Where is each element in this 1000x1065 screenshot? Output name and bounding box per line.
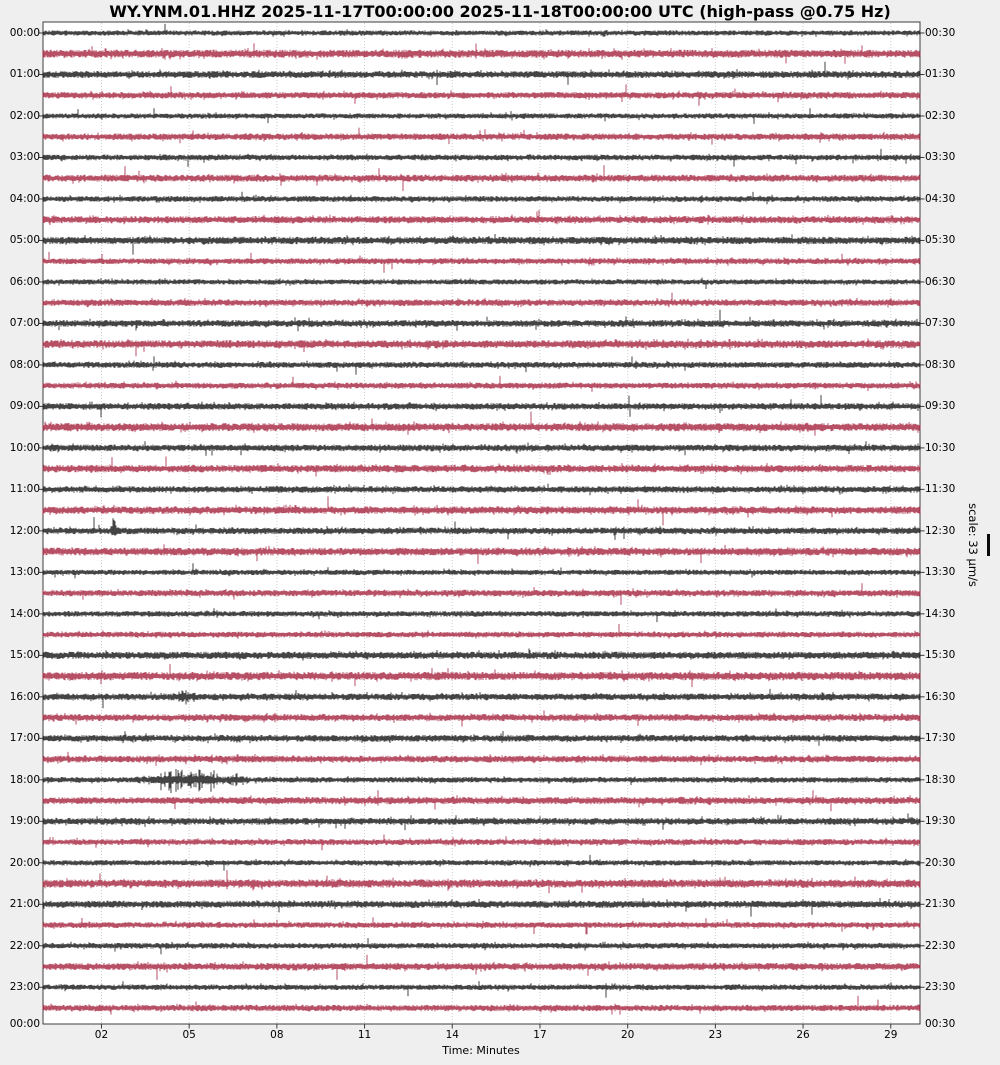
scale-bar: [987, 534, 990, 556]
right-time-label: 18:30: [925, 773, 956, 786]
right-time-label: 13:30: [925, 566, 956, 579]
left-time-label: 05:00: [9, 234, 40, 247]
plot-frame: [43, 22, 920, 1024]
x-axis-tick-label: 11: [357, 1029, 372, 1041]
left-time-label: 01:00: [9, 68, 40, 81]
left-time-label: 07:00: [9, 317, 40, 330]
left-time-label: 16:00: [9, 690, 40, 703]
right-time-label: 19:30: [925, 815, 956, 828]
left-time-label: 06:00: [9, 275, 40, 288]
left-time-label: 08:00: [9, 358, 40, 371]
page-title: WY.YNM.01.HHZ 2025-11-17T00:00:00 2025-11-18T00:00:00 UTC (high-pass @0.75 Hz): [109, 2, 891, 21]
right-time-label: 11:30: [925, 483, 956, 496]
left-time-label: 13:00: [9, 566, 40, 579]
right-time-label: 04:30: [925, 192, 956, 205]
x-axis-tick-label: 23: [708, 1029, 723, 1041]
right-time-label: 23:30: [925, 981, 956, 994]
right-time-label: 15:30: [925, 649, 956, 662]
right-time-label: 01:30: [925, 68, 956, 81]
right-time-label: 17:30: [925, 732, 956, 745]
right-time-label: 10:30: [925, 441, 956, 454]
right-time-label: 05:30: [925, 234, 956, 247]
left-time-label: 19:00: [9, 815, 40, 828]
left-time-label: 22:00: [9, 939, 40, 952]
x-axis-title: Time: Minutes: [442, 1044, 520, 1057]
right-time-label: 21:30: [925, 898, 956, 911]
right-time-label: 08:30: [925, 358, 956, 371]
x-axis-tick-label: 05: [182, 1029, 196, 1041]
x-axis-tick-label: 02: [94, 1029, 109, 1041]
bottom-right-time-label: 00:30: [925, 1018, 956, 1030]
right-time-label: 07:30: [925, 317, 956, 330]
left-time-label: 11:00: [9, 483, 40, 496]
right-time-label: 12:30: [925, 524, 956, 537]
x-axis-tick-label: 17: [533, 1029, 547, 1041]
left-time-label: 10:00: [9, 441, 40, 454]
right-time-label: 06:30: [925, 275, 956, 288]
left-time-label: 23:00: [9, 981, 40, 994]
left-time-label: 18:00: [9, 773, 40, 786]
right-time-label: 03:30: [925, 151, 956, 164]
right-time-label: 00:30: [925, 27, 956, 39]
right-time-label: 02:30: [925, 109, 956, 122]
right-time-label: 22:30: [925, 939, 956, 952]
x-axis-tick-label: 20: [620, 1029, 635, 1041]
x-axis-tick-label: 26: [796, 1029, 810, 1041]
right-time-label: 14:30: [925, 607, 956, 620]
right-time-label: 16:30: [925, 690, 956, 703]
bottom-left-time-label: 00:00: [9, 1018, 40, 1030]
scale-label: scale: 33 µm/s: [966, 503, 980, 587]
left-time-label: 00:00: [9, 27, 40, 39]
left-time-label: 14:00: [9, 607, 40, 620]
left-time-label: 15:00: [9, 649, 40, 662]
left-time-label: 20:00: [9, 856, 40, 869]
left-time-label: 09:00: [9, 400, 40, 413]
left-time-label: 03:00: [9, 151, 40, 164]
left-time-label: 02:00: [9, 109, 40, 122]
left-time-label: 21:00: [9, 898, 40, 911]
x-axis-tick-label: 08: [270, 1029, 284, 1041]
right-time-label: 09:30: [925, 400, 956, 413]
x-axis-tick-label: 14: [445, 1029, 459, 1041]
left-time-label: 17:00: [9, 732, 40, 745]
left-time-label: 04:00: [9, 192, 40, 205]
x-axis-tick-label: 29: [884, 1029, 898, 1041]
left-time-label: 12:00: [9, 524, 40, 537]
right-time-label: 20:30: [925, 856, 956, 869]
